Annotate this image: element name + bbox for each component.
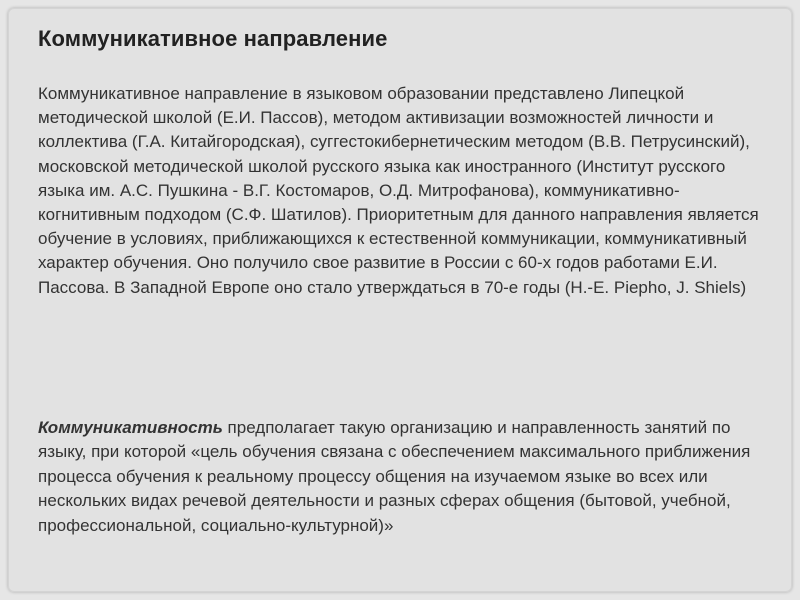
slide-title: Коммуникативное направление: [38, 26, 388, 51]
definition-text: предполагает такую организацию и направленность занятий по языку, при которой «цель обучения связана с обеспечением максимального приближения процесса обучения к реальному процессу общения на изучаемом языке во всех или нескольких видах речевой деятельности и разных сферах общения (бытовой, учебной, профессиональной, социально-культурной)»: [38, 418, 751, 535]
body-paragraph-2: [38, 416, 768, 538]
body-paragraph-1: Коммуникативное направление в языковом образовании представлено Липецкой методической школой (Е.И. Пассов), методом активизации возможностей личности и коллектива (Г.А. Китайгородская), суггестокибернетическим методом (В.В. Петрусинский), московской методической школой русского языка как иностранного (Институт русского языка им. А.С. Пушкина - В.Г. Костомаров, О.Д. Митрофанова), коммуникативно-когнитивным подходом (С.Ф. Шатилов). Приоритетным для данного направления является обучение в условиях, приближающихся к естественной коммуникации, коммуникативный характер обучения. Оно получило свое развитие в России с 60-х годов работами Е.И. Пассова. В Западной Европе оно стало утверждаться в 70-е годы (H.-E. Piepho, J. Shiels): [38, 84, 759, 297]
slide: [8, 8, 792, 592]
key-term: Коммуникативность: [38, 418, 223, 437]
